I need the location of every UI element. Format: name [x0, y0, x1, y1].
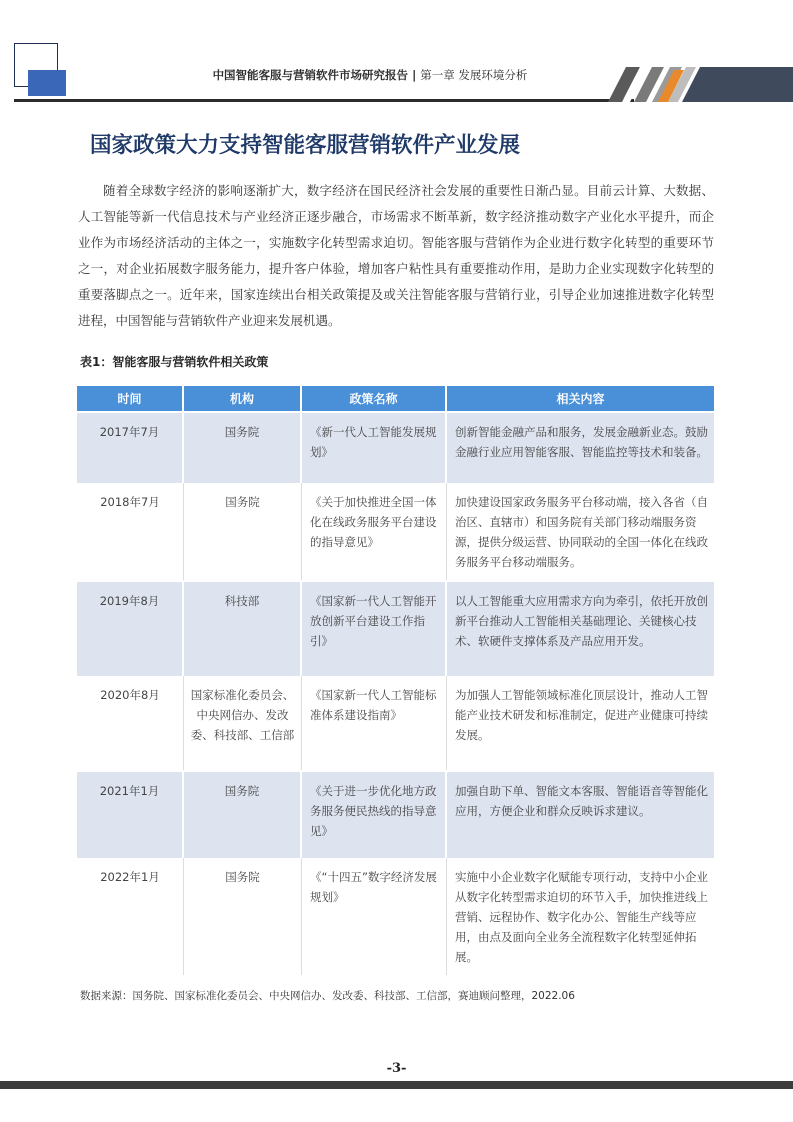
- cell-policy-name: 《关于加快推进全国一体化在线政务服务平台建设的指导意见》: [302, 483, 447, 580]
- table-caption: 表1：智能客服与营销软件相关政策: [80, 355, 269, 369]
- cell-org: 科技部: [184, 580, 302, 676]
- cell-content: 创新智能金融产品和服务，发展金融新业态。鼓励金融行业应用智能客服、智能监控等技术和装备。: [447, 411, 714, 483]
- cell-org: 国家标准化委员会、中央网信办、发改委、科技部、工信部: [184, 676, 302, 770]
- cell-date: 2022年1月: [77, 858, 184, 975]
- col-header-org: 机构: [184, 386, 302, 411]
- col-header-date: 时间: [77, 386, 184, 411]
- cell-policy-name: 《国家新一代人工智能标准体系建设指南》: [302, 676, 447, 770]
- col-header-content: 相关内容: [447, 386, 714, 411]
- header-chapter: 第一章 发展环境分析: [420, 68, 528, 82]
- cell-content: 以人工智能重大应用需求方向为牵引，依托开放创新平台推动人工智能相关基础理论、关键核心技术、软硬件支撑体系及产品应用开发。: [447, 580, 714, 676]
- page-title: 国家政策大力支持智能客服营销软件产业发展: [90, 133, 521, 158]
- table-header-row: [77, 386, 714, 411]
- header-report-title: 中国智能客服与营销软件市场研究报告: [212, 68, 409, 82]
- header-rule: [14, 99, 634, 102]
- cell-policy-name: 《新一代人工智能发展规划》: [302, 411, 447, 483]
- cell-org: 国务院: [184, 411, 302, 483]
- table-row: [77, 483, 714, 580]
- cell-date: 2017年7月: [77, 411, 184, 483]
- running-header: [160, 67, 580, 83]
- cell-policy-name: 《“十四五”数字经济发展规划》: [302, 858, 447, 975]
- cell-date: 2020年8月: [77, 676, 184, 770]
- cell-date: 2018年7月: [77, 483, 184, 580]
- policy-table: [77, 386, 714, 975]
- cell-policy-name: 《关于进一步优化地方政务服务便民热线的指导意见》: [302, 770, 447, 858]
- intro-paragraph: 随着全球数字经济的影响逐渐扩大，数字经济在国民经济社会发展的重要性日渐凸显。目前云计算、大数据、人工智能等新一代信息技术与产业经济正逐步融合，市场需求不断革新，数字经济推动数字产业化水平提升，而企业作为市场经济活动的主体之一，实施数字化转型需求迫切。智能客服与营销作为企业进行数字化转型的重要环节之一，对企业拓展数字服务能力，提升客户体验，增加客户粘性具有重要推动作用，是助力企业实现数字化转型的重要落脚点之一。近年来，国家连续出台相关政策提及或关注智能客服与营销行业，引导企业加速推进数字化转型进程，中国智能与营销软件产业迎来发展机遇。: [78, 183, 714, 328]
- header-stripes-decoration: [608, 67, 793, 103]
- header-separator: |: [412, 68, 417, 82]
- table-row: [77, 580, 714, 676]
- cell-date: 2021年1月: [77, 770, 184, 858]
- cell-org: 国务院: [184, 770, 302, 858]
- cell-content: 加快建设国家政务服务平台移动端，接入各省（自治区、直辖市）和国务院有关部门移动端服务资源，提供分级运营、协同联动的全国一体化在线政务服务平台移动端服务。: [447, 483, 714, 580]
- cell-date: 2019年8月: [77, 580, 184, 676]
- col-header-name: 政策名称: [302, 386, 447, 411]
- footer-bar: [0, 1081, 793, 1089]
- table-row: [77, 411, 714, 483]
- table-row: [77, 858, 714, 975]
- data-source-note: 数据来源：国务院、国家标准化委员会、中央网信办、发改委、科技部、工信部，赛迪顾问整理，2022.06: [80, 990, 575, 1002]
- corner-square-blue: [28, 70, 66, 96]
- cell-content: 实施中小企业数字化赋能专项行动，支持中小企业从数字化转型需求迫切的环节入手，加快推进线上营销、远程协作、数字化办公、智能生产线等应用，由点及面向全业务全流程数字化转型延伸拓展。: [447, 858, 714, 975]
- cell-content: 加强自助下单、智能文本客服、智能语音等智能化应用，方便企业和群众反映诉求建议。: [447, 770, 714, 858]
- cell-org: 国务院: [184, 483, 302, 580]
- table-row: [77, 676, 714, 770]
- cell-policy-name: 《国家新一代人工智能开放创新平台建设工作指引》: [302, 580, 447, 676]
- cell-content: 为加强人工智能领域标准化顶层设计，推动人工智能产业技术研发和标准制定，促进产业健康可持续发展。: [447, 676, 714, 770]
- cell-org: 国务院: [184, 858, 302, 975]
- table-row: [77, 770, 714, 858]
- page-number: -3-: [386, 1061, 407, 1076]
